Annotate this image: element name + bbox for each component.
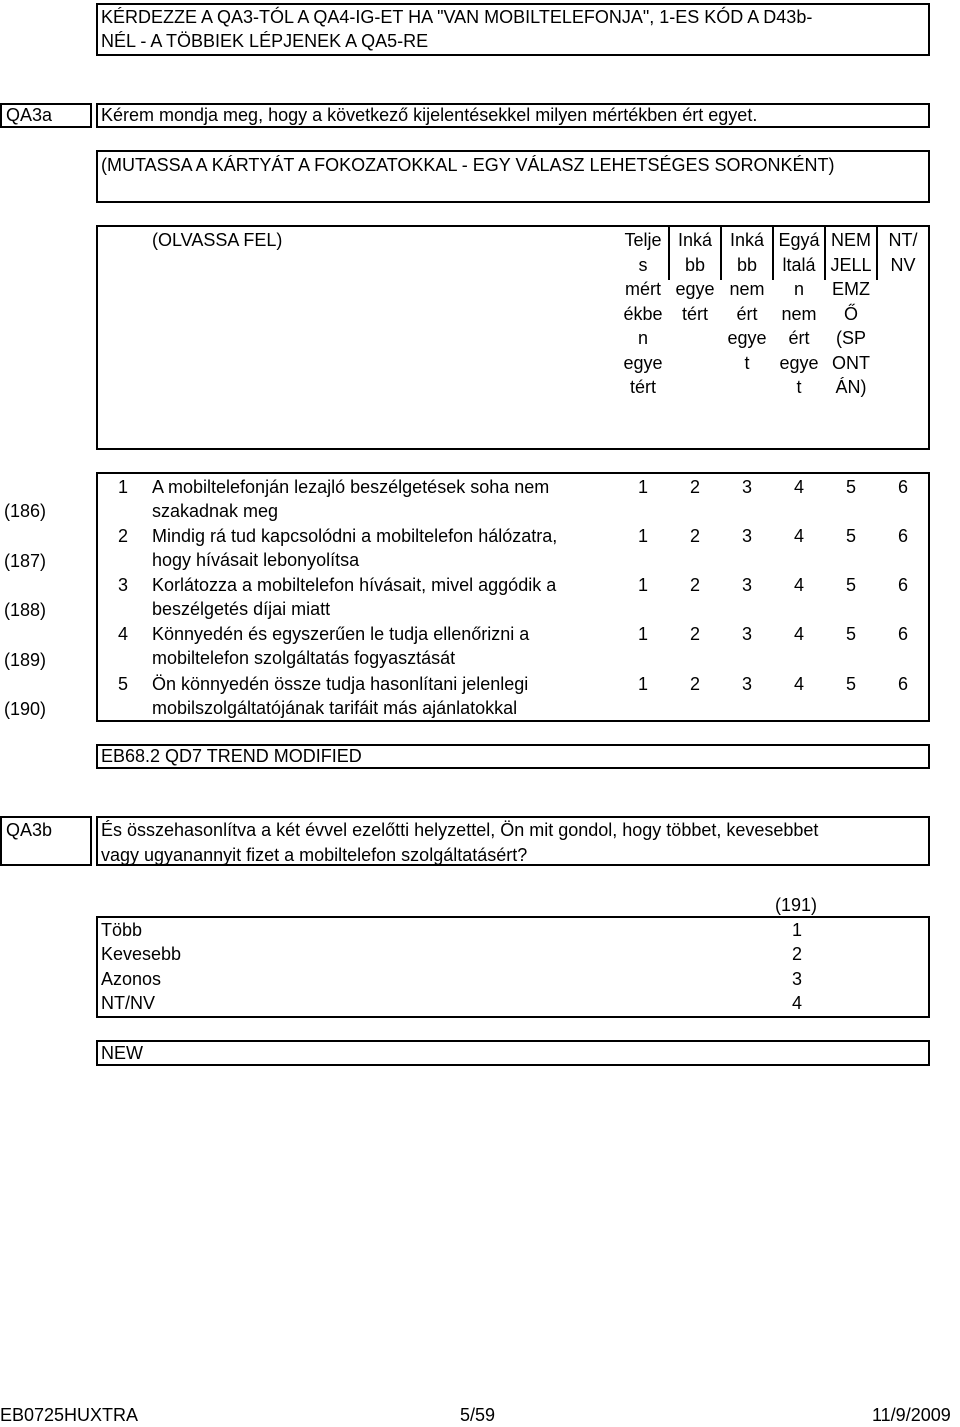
scale-option[interactable]: 6 [897, 624, 908, 644]
answer-label[interactable]: Kevesebb [101, 944, 182, 964]
qa3b-question-line-2: vagy ugyanannyit fizet a mobiltelefon szolgáltatásért? [101, 845, 528, 865]
scale-option[interactable]: 1 [637, 674, 648, 694]
scale-option[interactable]: 3 [741, 526, 752, 546]
scale-option[interactable]: 4 [793, 624, 804, 644]
scale-option[interactable]: 4 [793, 477, 804, 497]
footer-doc-id: EB0725HUXTRA [0, 1405, 139, 1425]
scale-option[interactable]: 4 [793, 526, 804, 546]
answer-label[interactable]: Azonos [101, 969, 162, 989]
answer-code[interactable]: 1 [792, 920, 803, 940]
column-header-6: NT/ NV [888, 230, 918, 275]
scale-option[interactable]: 1 [637, 477, 648, 497]
answer-code[interactable]: 2 [792, 944, 803, 964]
column-header-1: Telje s mért ékbe n egye tért [623, 230, 663, 397]
statement-text: A mobiltelefonján lezajló beszélgetések soha nem szakadnak meg [152, 477, 550, 521]
qa3b-variable-code: (191) [775, 895, 818, 915]
scale-option[interactable]: 5 [845, 575, 856, 595]
scale-option[interactable]: 2 [689, 575, 700, 595]
scale-option[interactable]: 5 [845, 477, 856, 497]
scale-option[interactable]: 1 [637, 575, 648, 595]
statement-text: Mindig rá tud kapcsolódni a mobiltelefon hálózatra, hogy hívásait lebonyolítsa [152, 526, 558, 570]
qa3a-question: Kérem mondja meg, hogy a következő kijelentésekkel milyen mértékben ért egyet. [101, 105, 758, 125]
column-header-3: Inká bb nem ért egye t [727, 230, 767, 373]
variable-code: (186) [4, 501, 47, 521]
variable-code: (189) [4, 650, 47, 670]
answers-box [96, 916, 930, 1018]
answer-label[interactable]: NT/NV [101, 993, 155, 1013]
scale-option[interactable]: 2 [689, 477, 700, 497]
statement-number: 2 [117, 526, 128, 546]
variable-code: (190) [4, 699, 47, 719]
scale-option[interactable]: 2 [689, 624, 700, 644]
footer-date: 11/9/2009 [872, 1405, 951, 1425]
statement-text: Korlátozza a mobiltelefon hívásait, mivel aggódik a beszélgetés díjai miatt [152, 575, 557, 619]
column-header-4: Egyá ltalá n nem ért egye t [778, 230, 820, 397]
scale-option[interactable]: 5 [845, 624, 856, 644]
new-note: NEW [101, 1043, 143, 1063]
scale-option[interactable]: 1 [637, 624, 648, 644]
scale-option[interactable]: 6 [897, 674, 908, 694]
footer-page-number: 5/59 [460, 1405, 496, 1425]
scale-option[interactable]: 1 [637, 526, 648, 546]
show-card-instruction: (MUTASSA A KÁRTYÁT A FOKOZATOKKAL - EGY VÁLASZ LEHETSÉGES SORONKÉNT) [101, 155, 835, 175]
column-header-5: NEM JELL EMZ Ő (SP ONT ÁN) [830, 230, 872, 397]
answer-code[interactable]: 4 [792, 993, 803, 1013]
scale-option[interactable]: 2 [689, 526, 700, 546]
source-note: EB68.2 QD7 TREND MODIFIED [101, 746, 362, 766]
instruction-line-2: NÉL - A TÖBBIEK LÉPJENEK A QA5-RE [101, 31, 429, 51]
new-note-box [96, 1040, 930, 1066]
scale-option[interactable]: 6 [897, 575, 908, 595]
scale-option[interactable]: 6 [897, 526, 908, 546]
scale-option[interactable]: 3 [741, 477, 752, 497]
statement-number: 1 [117, 477, 128, 497]
scale-option[interactable]: 4 [793, 674, 804, 694]
statement-number: 3 [117, 575, 128, 595]
statement-number: 5 [117, 674, 128, 694]
scale-option[interactable]: 6 [897, 477, 908, 497]
variable-code: (187) [4, 551, 47, 571]
instruction-line-1: KÉRDEZZE A QA3-TÓL A QA4-IG-ET HA "VAN MOBILTELEFONJA", 1-ES KÓD A D43b- [101, 7, 813, 27]
qa3b-question-line-1: És összehasonlítva a két évvel ezelőtti helyzettel, Ön mit gondol, hogy többet, kevesebbet [101, 820, 819, 840]
answer-label[interactable]: Több [101, 920, 143, 940]
scale-option[interactable]: 5 [845, 526, 856, 546]
scale-option[interactable]: 5 [845, 674, 856, 694]
statement-text: Ön könnyedén össze tudja hasonlítani jelenlegi mobilszolgáltatójának tarifáit más ajánlatokkal [152, 674, 529, 718]
column-header-2: Inká bb egye tért [675, 230, 715, 324]
statement-number: 4 [117, 624, 128, 644]
read-out-instruction: (OLVASSA FEL) [152, 230, 283, 250]
scale-option[interactable]: 3 [741, 575, 752, 595]
statement-text: Könnyedén és egyszerűen le tudja ellenőrizni a mobiltelefon szolgáltatás fogyasztását [152, 624, 530, 668]
scale-option[interactable]: 3 [741, 624, 752, 644]
scale-option[interactable]: 4 [793, 575, 804, 595]
qa3b-id: QA3b [6, 820, 53, 840]
variable-code: (188) [4, 600, 47, 620]
scale-option[interactable]: 3 [741, 674, 752, 694]
scale-option[interactable]: 2 [689, 674, 700, 694]
qa3a-id: QA3a [6, 105, 53, 125]
answer-code[interactable]: 3 [792, 969, 803, 989]
